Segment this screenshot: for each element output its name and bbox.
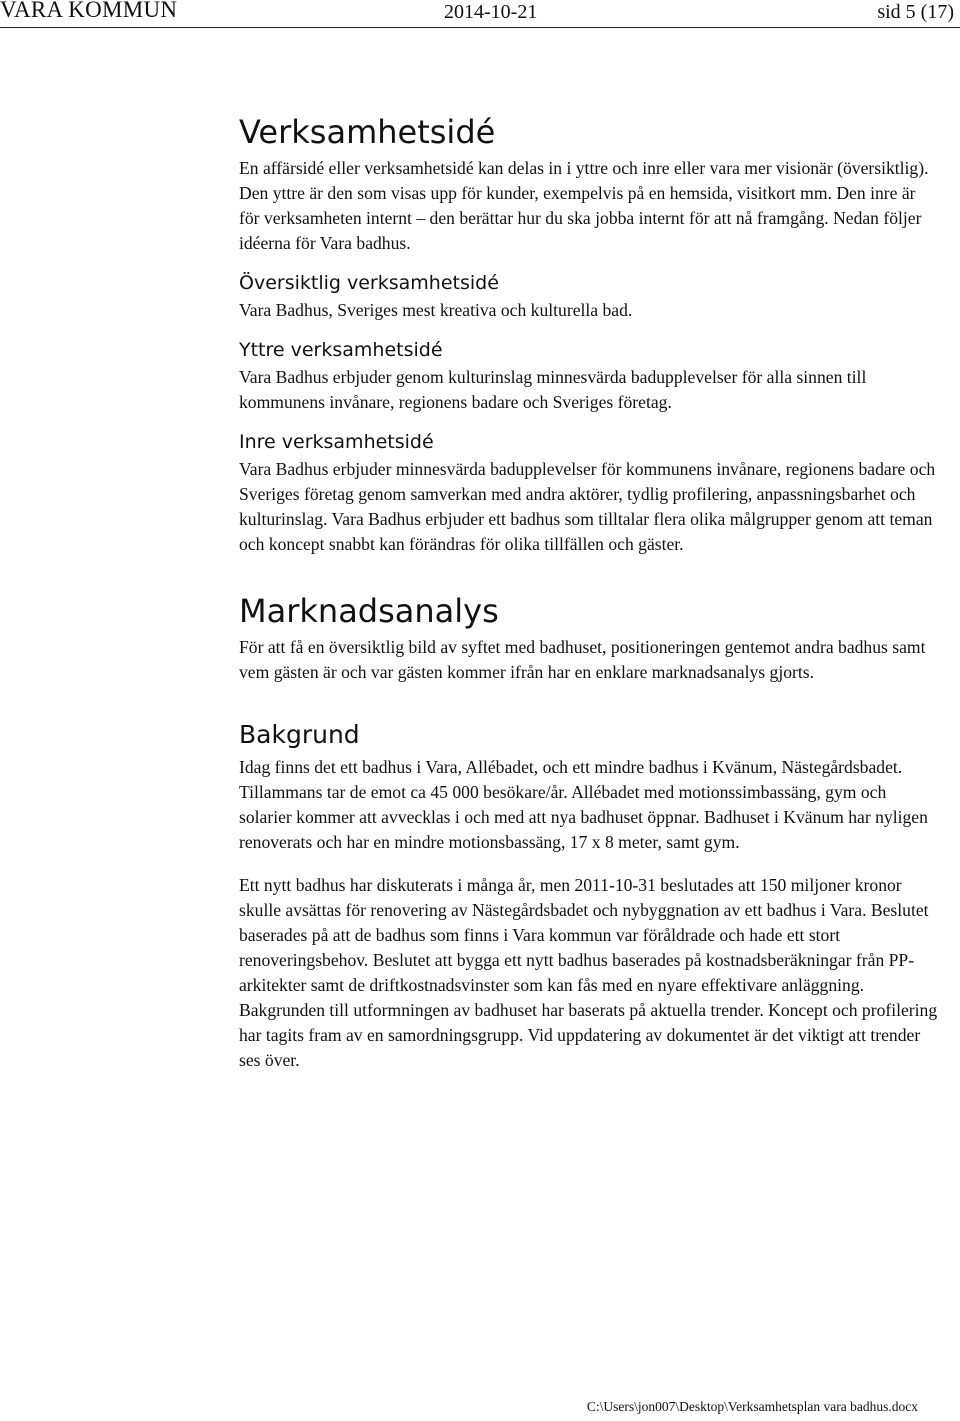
heading-inre: Inre verksamhetsidé [239,431,434,453]
section-marknadsanalys [239,587,939,685]
paragraph-oversiktlig: Vara Badhus, Sveriges mest kreativa och kulturella bad. [239,300,633,320]
paragraph-yttre: Vara Badhus erbjuder genom kulturinslag minnesvärda badupplevelser för alla sinnen till kommunens invånare, regionens badare och Sveriges företag. [239,367,867,412]
heading-verksamhetside: Verksamhetsidé [239,113,496,151]
header-date: 2014-10-21 [444,1,538,23]
section-bakgrund [239,715,939,1073]
heading-oversiktlig: Översiktlig verksamhetsidé [239,272,499,294]
header-page-number: sid 5 (17) [877,1,954,23]
header-organization: VARA KOMMUN [0,0,178,22]
page-header [0,0,960,26]
section-verksamhetside [239,108,939,256]
section-oversiktlig [239,268,939,323]
paragraph-verksamhetside: En affärsidé eller verksamhetsidé kan delas in i yttre och inre eller vara mer visionär (översiktlig). Den yttre är den som visas upp för kunder, exempelvis på en hemsida, visitkort mm. Den inre är för verksamheten internt – den berättar hur du ska jobba internt för att nå framgång. Nedan följer idéerna för Vara badhus. [239,158,929,253]
header-divider [0,27,960,28]
section-yttre [239,335,939,415]
heading-bakgrund: Bakgrund [239,720,360,749]
paragraph-bakgrund-2: Ett nytt badhus har diskuterats i många år, men 2011-10-31 beslutades att 150 miljoner kronor skulle avsättas för renovering av Nästegårdsbadet och nybyggnation av ett badhus i Vara. Beslutet baserades på att de badhus som finns i Vara kommun var föråldrade och hade ett stort renoveringsbehov. Beslutet att bygga ett nytt badhus baserades på kostnadsberäkningar från PP-arkitekter samt de driftkostnadsvinster som kan fås med en nyare effektivare anläggning. Bakgrunden till utformningen av badhuset har baserats på aktuella trender. Koncept och profilering har tagits fram av en samordningsgrupp. Vid uppdatering av dokumentet är det viktigt att trender ses över. [239,875,938,1070]
heading-marknadsanalys: Marknadsanalys [239,592,499,630]
paragraph-inre: Vara Badhus erbjuder minnesvärda badupplevelser för kommunens invånare, regionens badare och Sveriges företag genom samverkan med andra aktörer, tydlig profilering, anpassningsbarhet och kulturinslag. Vara Badhus erbjuder ett badhus som tilltalar flera olika målgrupper genom att teman och koncept snabbt kan förändras för olika tillfällen och gäster. [239,459,936,554]
footer-file-path: C:\Users\jon007\Desktop\Verksamhetsplan vara badhus.docx [586,1399,918,1414]
paragraph-bakgrund-1: Idag finns det ett badhus i Vara, Allébadet, och ett mindre badhus i Kvänum, Nästegårdsbadet. Tillammans tar de emot ca 45 000 besökare/år. Allébadet med motionssimbassäng, gym och solarier kommer att avvecklas i och med att nya badhuset öppnar. Badhuset i Kvänum har nyligen renoverats och har en mindre motionsbassäng, 17 x 8 meter, samt gym. [239,757,928,852]
heading-yttre: Yttre verksamhetsidé [239,339,443,361]
section-inre [239,427,939,557]
document-body [239,108,939,1073]
paragraph-marknadsanalys: För att få en översiktlig bild av syftet med badhuset, positioneringen gentemot andra badhus samt vem gästen är och var gästen kommer ifrån har en enklare marknadsanalys gjorts. [239,637,926,682]
